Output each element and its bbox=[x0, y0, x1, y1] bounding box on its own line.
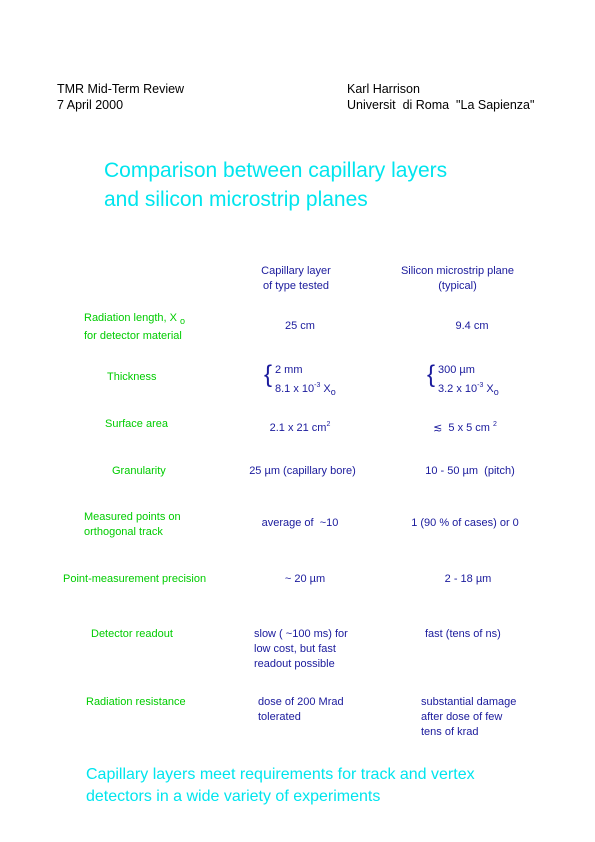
precision-silicon: 2 - 18 µm bbox=[444, 573, 492, 585]
measured-points-silicon: 1 (90 % of cases) or 0 bbox=[411, 517, 519, 529]
readout-capillary-line2: low cost, but fast bbox=[254, 643, 336, 655]
author-affiliation: Universit di Roma "La Sapienza" bbox=[347, 98, 535, 112]
col-head-silicon-line1: Silicon microstrip plane bbox=[400, 265, 515, 277]
radiation-resistance-silicon bbox=[421, 695, 516, 740]
surface-area-capillary bbox=[240, 417, 360, 436]
radiation-length-label-line2: for detector material bbox=[84, 330, 182, 343]
radiation-length-label-sub: o bbox=[180, 316, 186, 327]
radiation-resistance-capillary-line2: tolerated bbox=[258, 711, 301, 723]
thickness-capillary-line2-sub: o bbox=[330, 387, 336, 398]
surface-area-capillary-value: 2.1 x 21 cm bbox=[269, 422, 327, 434]
surface-area-capillary-exp: 2 bbox=[326, 421, 331, 428]
readout-capillary-line3: readout possible bbox=[254, 658, 335, 670]
col-head-capillary bbox=[236, 264, 356, 294]
row-label-radiation-resistance: Radiation resistance bbox=[86, 696, 186, 708]
thickness-capillary-brace-icon: { bbox=[264, 361, 273, 388]
col-head-capillary-line1: Capillary layer bbox=[261, 265, 331, 277]
thickness-silicon-line2-post: X bbox=[483, 383, 494, 395]
thickness-silicon bbox=[438, 363, 499, 400]
thickness-silicon-line2-exp: -3 bbox=[477, 382, 484, 389]
readout-capillary-line1: slow ( ~100 ms) for bbox=[254, 628, 348, 640]
row-label-precision: Point-measurement precision bbox=[63, 573, 207, 585]
granularity-capillary: 25 µm (capillary bore) bbox=[249, 465, 356, 477]
col-head-capillary-line2: of type tested bbox=[262, 280, 330, 292]
radiation-length-label-text: Radiation length, X bbox=[84, 312, 177, 324]
conclusion-line-2: detectors in a wide variety of experiments bbox=[86, 788, 381, 805]
radiation-length-capillary: 25 cm bbox=[285, 320, 315, 332]
radiation-resistance-capillary bbox=[258, 695, 344, 725]
col-head-silicon bbox=[390, 264, 525, 294]
granularity-silicon: 10 - 50 µm (pitch) bbox=[425, 465, 515, 477]
row-label-radiation-length bbox=[84, 311, 185, 344]
author-name: Karl Harrison bbox=[347, 82, 420, 96]
radiation-resistance-silicon-line1: substantial damage bbox=[421, 696, 517, 708]
thickness-silicon-line1: 300 µm bbox=[438, 364, 475, 376]
thickness-capillary-line2-post: X bbox=[320, 383, 331, 395]
surface-area-silicon bbox=[405, 417, 525, 436]
surface-area-silicon-value: ≲ 5 x 5 cm bbox=[433, 422, 494, 434]
row-label-surface-area: Surface area bbox=[105, 418, 168, 430]
thickness-capillary-line2-exp: -3 bbox=[314, 382, 321, 389]
thickness-silicon-line2-sub: o bbox=[493, 387, 499, 398]
thickness-capillary-line2-pre: 8.1 x 10 bbox=[275, 383, 315, 395]
thickness-capillary bbox=[275, 363, 336, 400]
row-label-thickness: Thickness bbox=[107, 371, 157, 383]
radiation-resistance-silicon-line3: tens of krad bbox=[421, 726, 479, 738]
radiation-length-silicon: 9.4 cm bbox=[455, 320, 489, 332]
thickness-silicon-line2-pre: 3.2 x 10 bbox=[438, 383, 478, 395]
radiation-resistance-capillary-line1: dose of 200 Mrad bbox=[258, 696, 344, 708]
thickness-capillary-line1: 2 mm bbox=[275, 364, 303, 376]
title-line-1: Comparison between capillary layers bbox=[104, 159, 448, 182]
measured-points-label-line1: Measured points on bbox=[84, 511, 181, 523]
radiation-resistance-silicon-line2: after dose of few bbox=[421, 711, 503, 723]
conclusion-line-1: Capillary layers meet requirements for track and vertex bbox=[86, 766, 475, 783]
measured-points-label-line2: orthogonal track bbox=[84, 526, 163, 538]
row-label-readout: Detector readout bbox=[91, 628, 173, 640]
readout-capillary bbox=[254, 627, 348, 672]
thickness-silicon-brace-icon: { bbox=[427, 361, 436, 388]
event-date: 7 April 2000 bbox=[57, 98, 124, 112]
measured-points-capillary: average of ~10 bbox=[261, 517, 339, 529]
surface-area-silicon-exp: 2 bbox=[493, 421, 497, 428]
row-label-granularity: Granularity bbox=[112, 465, 166, 477]
event-name: TMR Mid-Term Review bbox=[57, 82, 185, 96]
title-line-2: and silicon microstrip planes bbox=[104, 188, 368, 211]
readout-silicon: fast (tens of ns) bbox=[425, 628, 501, 640]
col-head-silicon-line2: (typical) bbox=[438, 280, 477, 292]
row-label-measured-points bbox=[84, 510, 181, 540]
precision-capillary: ~ 20 µm bbox=[284, 573, 326, 585]
